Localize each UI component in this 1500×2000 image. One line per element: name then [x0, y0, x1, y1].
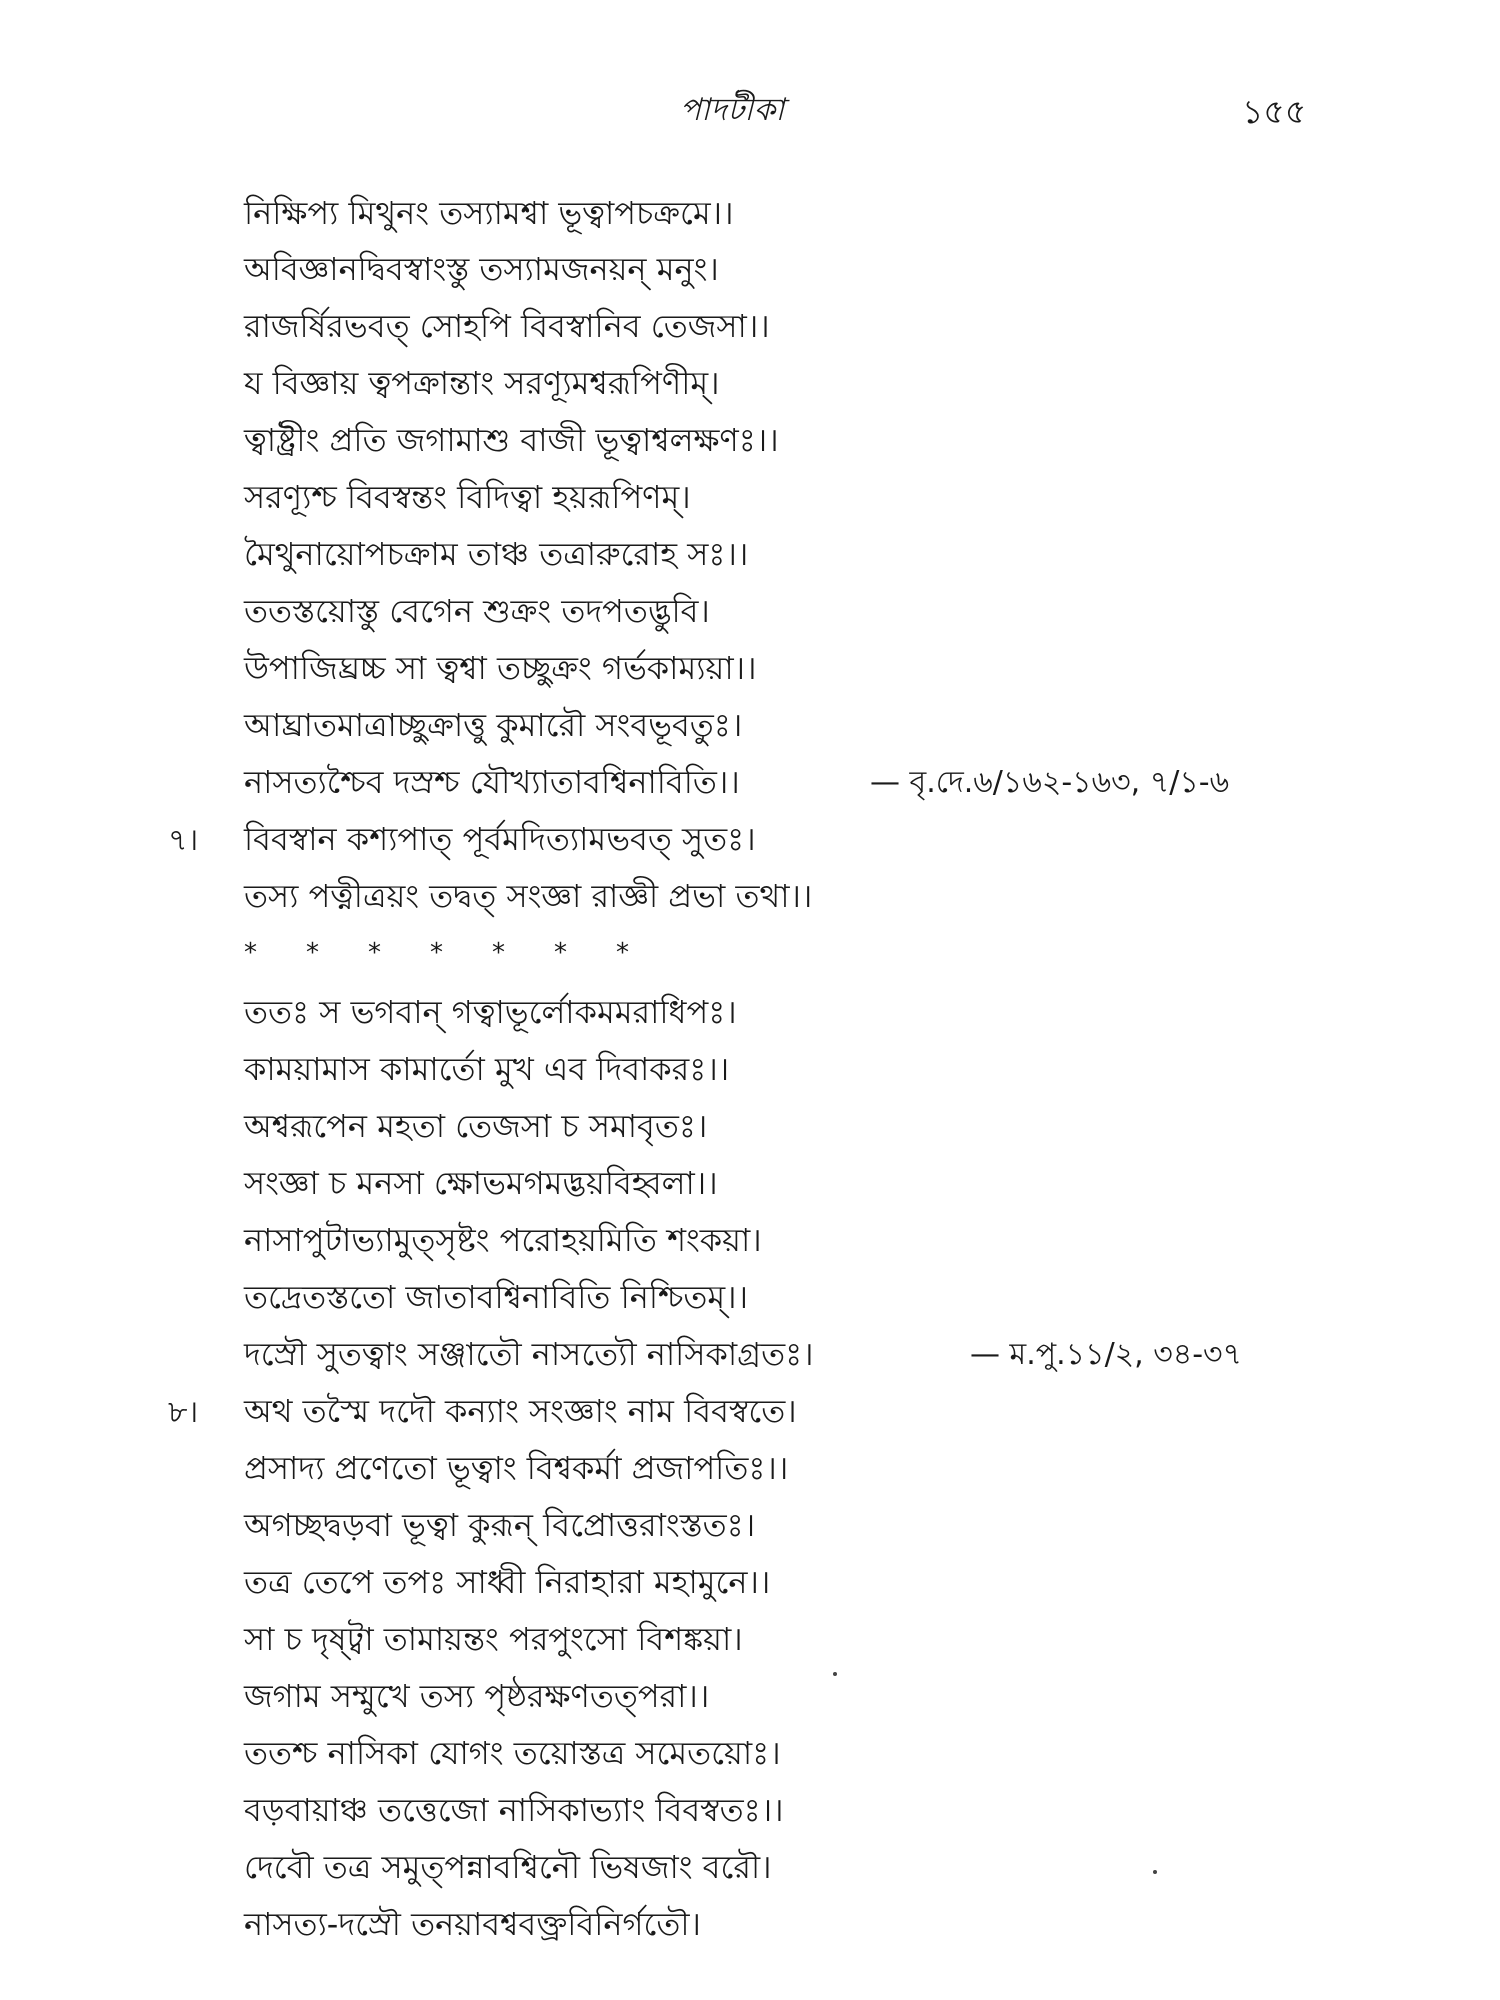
verse-line: তত্র তেপে তপঃ সাধ্বী নিরাহারা মহামুনে।। — [244, 1563, 771, 1601]
verse-line: ততস্তয়োস্তু বেগেন শুক্রং তদপতদ্ভুবি। — [244, 592, 710, 630]
section-break-stars: * * * * * * * — [244, 938, 629, 968]
page-number: ১৫৫ — [1242, 92, 1307, 131]
verse-line: অগচ্ছদ্বড়বা ভূত্বা কুরূন্ বিপ্রোত্তরাংস্ততঃ। — [244, 1506, 756, 1544]
verse-line: মৈথুনায়োপচক্রাম তাঞ্চ তত্রারুরোহ সঃ।। — [244, 535, 749, 573]
verse-line: তস্য পত্নীত্রয়ং তদ্বত্ সংজ্ঞা রাজ্ঞী প্রভা তথা।। — [244, 877, 813, 915]
verse-line: অবিজ্ঞানদ্বিবস্বাংস্তু তস্যামজনয়ন্ মনুং। — [244, 250, 719, 288]
verse-line: বড়বায়াঞ্চ তত্তেজো নাসিকাভ্যাং বিবস্বতঃ।। — [244, 1791, 784, 1829]
verse-line: দেবৌ তত্র সমুত্পন্নাবশ্বিনৌ ভিষজাং বরৌ। — [244, 1848, 772, 1886]
verse-line: ততশ্চ নাসিকা যোগং তয়োস্তত্র সমেতয়োঃ। — [244, 1734, 781, 1772]
source-citation: — বৃ.দে.৬/১৬২-১৬৩, ৭/১-৬ — [870, 765, 1230, 800]
verse-line: কাময়ামাস কামার্তো মুখ এব দিবাকরঃ।। — [244, 1050, 730, 1088]
scan-speck — [833, 1672, 837, 1676]
verse-line: প্রসাদ্য প্রণেতো ভূত্বাং বিশ্বকর্মা প্রজাপতিঃ।। — [244, 1449, 789, 1487]
verse-line: সা চ দৃষ্ট্বা তামায়ন্তং পরপুংসো বিশঙ্কয়া। — [244, 1620, 743, 1658]
verse-line: বিবস্বান কশ্যপাত্ পূর্বমদিত্যামভবত্ সুতঃ। — [244, 820, 756, 858]
verse-line: ততঃ স ভগবান্ গত্বাভূর্লোকমমরাধিপঃ। — [244, 993, 737, 1031]
verse-line: ত্বাষ্ট্রীং প্রতি জগামাশু বাজী ভূত্বাশ্বলক্ষণঃ।। — [244, 421, 779, 459]
verse-line: য বিজ্ঞায় ত্বপক্রান্তাং সরণ্যূমশ্বরূপিণীম্। — [244, 364, 720, 402]
verse-line: অথ তস্মৈ দদৌ কন্যাং সংজ্ঞাং নাম বিবস্বতে। — [244, 1392, 797, 1430]
verse-line: সংজ্ঞা চ মনসা ক্ষোভমগমদ্ভয়বিহ্বলা।। — [244, 1164, 718, 1202]
verse-number: ৭। — [168, 823, 199, 858]
verse-line: সরণ্যূশ্চ বিবস্বন্তং বিদিত্বা হয়রূপিণম্। — [244, 478, 691, 516]
verse-line: অশ্বরূপেন মহতা তেজসা চ সমাবৃতঃ। — [244, 1107, 708, 1145]
verse-line: আঘ্রাতমাত্রাচ্ছুক্রাত্তু কুমারৌ সংবভূবতুঃ। — [244, 706, 743, 744]
scan-speck — [1153, 1870, 1157, 1874]
source-citation: — ম.পু.১১/২, ৩৪-৩৭ — [970, 1337, 1243, 1372]
verse-line: নিক্ষিপ্য মিথুনং তস্যামশ্বা ভূত্বাপচক্রমে।। — [244, 194, 734, 232]
verse-line: দস্রৌ সুতত্বাং সঞ্জাতৌ নাসত্যৌ নাসিকাগ্রতঃ। — [244, 1335, 814, 1373]
running-title: পাদটীকা — [680, 92, 785, 128]
verse-line: রাজর্ষিরভবত্ সোহপি বিবস্বানিব তেজসা।। — [244, 307, 770, 345]
verse-line: তদ্রেতস্ততো জাতাবশ্বিনাবিতি নিশ্চিতম্।। — [244, 1278, 749, 1316]
verse-line: নাসাপুটাভ্যামুত্সৃষ্টং পরোহয়মিতি শংকয়া। — [244, 1221, 762, 1259]
verse-line: জগাম সম্মুখে তস্য পৃষ্ঠরক্ষণতত্পরা।। — [244, 1677, 710, 1715]
verse-number: ৮। — [168, 1395, 199, 1430]
verse-line: উপাজিঘ্রচ্চ সা ত্বশ্বা তচ্ছুক্রং গর্ভকাম্যয়া।। — [244, 649, 757, 687]
verse-line: নাসত্যশ্চৈব দস্রশ্চ যৌখ্যাতাবশ্বিনাবিতি।। — [244, 763, 740, 801]
verse-line: নাসত্য-দস্রৌ তনয়াবশ্ববক্ত্রবিনির্গতৌ। — [244, 1905, 701, 1943]
